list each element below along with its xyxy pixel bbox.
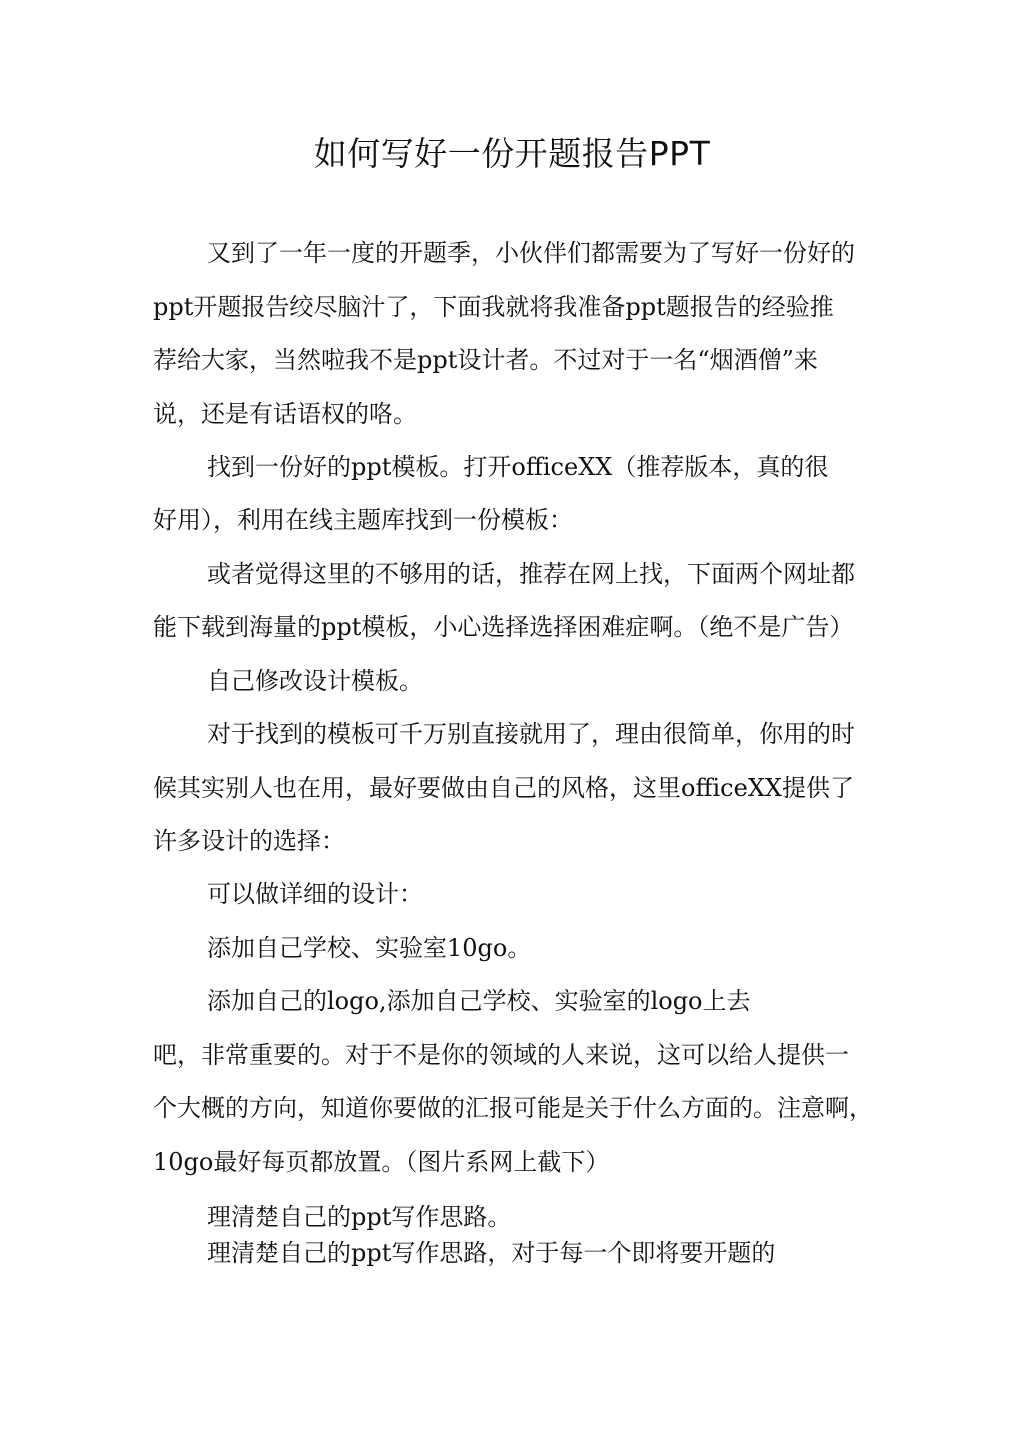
paragraph-1-line-2: ppt开题报告绞尽脑汁了，下面我就将我准备ppt题报告的经验推 [153, 293, 834, 321]
paragraph-7-line-2: 吧，非常重要的。对于不是你的领域的人来说，这可以给人提供一 [153, 1041, 849, 1069]
paragraph-4-line-3: 许多设计的选择： [153, 827, 345, 855]
paragraph-7-line-3: 个大概的方向，知道你要做的汇报可能是关于什么方面的。注意啊， [153, 1094, 873, 1122]
paragraph-3-line-1: 或者觉得这里的不够用的话，推荐在网上找，下面两个网址都 [207, 560, 855, 588]
heading-writing-plan: 理清楚自己的ppt写作思路。 [207, 1203, 512, 1231]
paragraph-1-line-3: 荐给大家，当然啦我不是ppt设计者。不过对于一名“烟酒僧”来 [153, 346, 818, 374]
paragraph-4-line-2: 候其实别人也在用，最好要做由自己的风格，这里officeXX提供了 [153, 774, 854, 802]
paragraph-8-line-1: 理清楚自己的ppt写作思路，对于每一个即将要开题的 [207, 1239, 776, 1267]
document-title: 如何写好一份开题报告PPT [313, 134, 711, 173]
heading-modify-template: 自己修改设计模板。 [207, 667, 423, 695]
paragraph-3-line-2: 能下载到海量的ppt模板，小心选择选择困难症啊。（绝不是广告） [153, 613, 854, 641]
paragraph-7-line-1: 添加自己的logo,添加自己学校、实验室的logo上去 [207, 987, 751, 1015]
paragraph-2-line-1: 找到一份好的ppt模板。打开officeXX（推荐版本，真的很 [207, 453, 829, 481]
paragraph-1-line-4: 说，还是有话语权的咯。 [153, 400, 417, 428]
paragraph-4-line-1: 对于找到的模板可千万别直接就用了，理由很简单，你用的时 [207, 720, 855, 748]
paragraph-7-line-4: 10go最好每页都放置。（图片系网上截下） [153, 1148, 610, 1176]
paragraph-2-line-2: 好用），利用在线主题库找到一份模板： [153, 506, 573, 534]
paragraph-1-line-1: 又到了一年一度的开题季，小伙伴们都需要为了写好一份好的 [207, 239, 855, 267]
paragraph-5-line-1: 可以做详细的设计： [207, 880, 423, 908]
paragraph-6-line-1: 添加自己学校、实验室10go。 [207, 934, 532, 962]
